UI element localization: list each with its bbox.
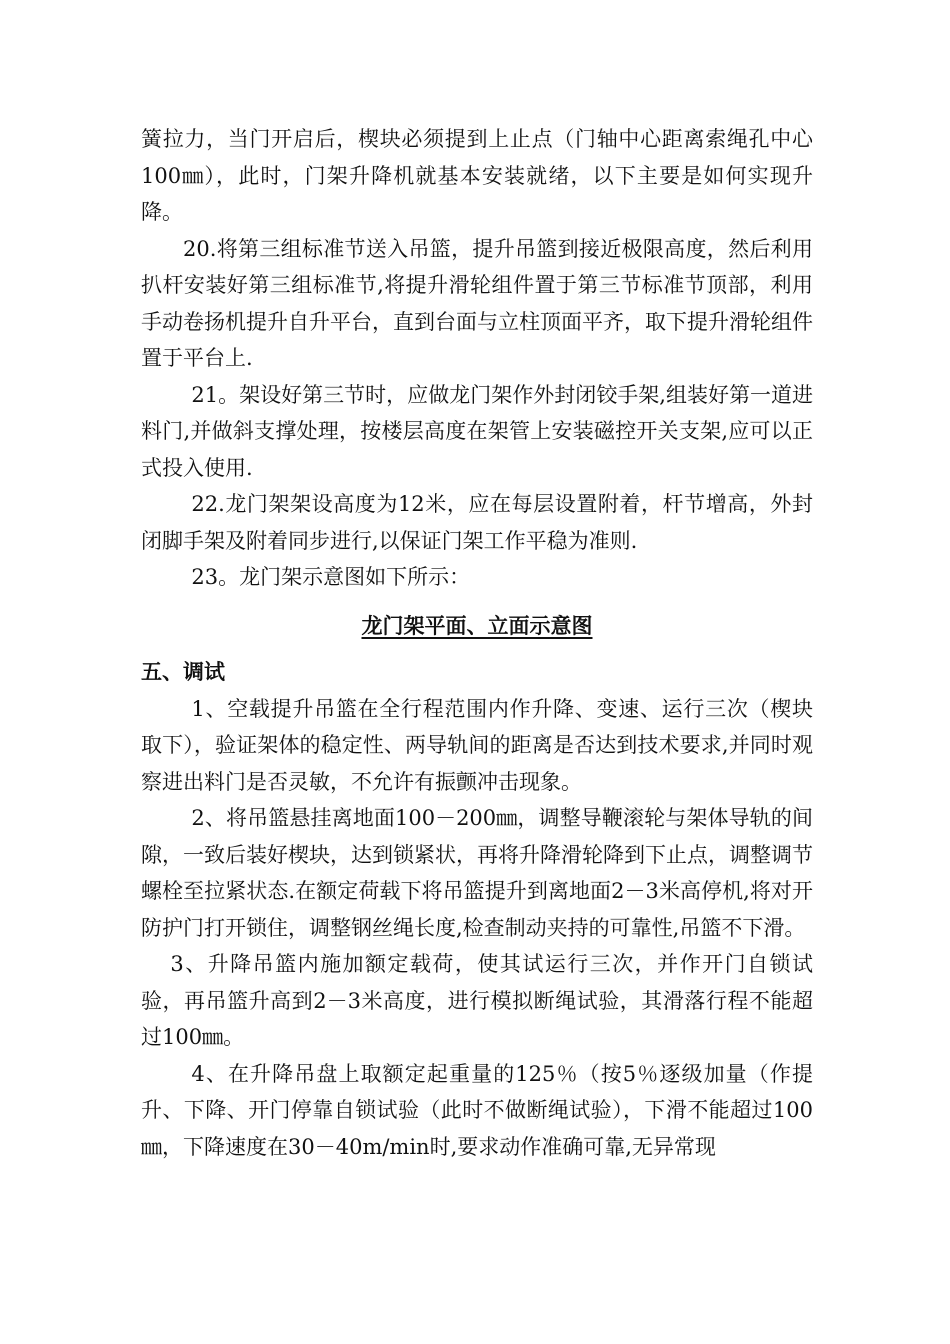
paragraph-item-21: 21。架设好第三节时，应做龙门架作外封闭铰手架,组装好第一道进料门,并做斜支撑处理，按楼层高度在架管上安装磁控开关支架,应可以正式投入使用. bbox=[141, 382, 813, 480]
debug-step-1: 1、空载提升吊篮在全行程范围内作升降、变速、运行三次（楔块取下），验证架体的稳定性、两导轨间的距离是否达到技术要求,并同时观察进出料门是否灵敏，不允许有振颤冲击现象。 bbox=[141, 696, 813, 794]
debug-step-2: 2、将吊篮悬挂离地面100－200㎜，调整导鞭滚轮与架体导轨的间隙，一致后装好楔块，达到锁紧状，再将升降滑轮降到下止点，调整调节螺栓至拉紧状态.在额定荷载下将吊篮提升到离地面2－3米高停机,将对开防护门打开锁住，调整钢丝绳长度,检查制动夹持的可靠性,吊篮不下滑。 bbox=[141, 806, 813, 940]
figure-caption: 龙门架平面、立面示意图 bbox=[361, 613, 593, 638]
paragraph-item-20: 20.将第三组标准节送入吊篮，提升吊篮到接近极限高度，然后利用扒杆安装好第三组标准节,将提升滑轮组件置于第三节标准节顶部，利用手动卷扬机提升自升平台，直到台面与立柱顶面平齐，取下提升滑轮组件置于平台上. bbox=[141, 236, 813, 370]
paragraph-item-22: 22.龙门架架设高度为12米，应在每层设置附着，杆节增高，外封闭脚手架及附着同步进行,以保证门架工作平稳为准则. bbox=[141, 492, 813, 553]
document-body bbox=[141, 121, 813, 1165]
debug-step-3: 3、升降吊篮内施加额定载荷，使其试运行三次，并作开门自锁试验，再吊篮升高到2－3米高度，进行模拟断绳试验，其滑落行程不能超过100㎜。 bbox=[141, 952, 813, 1049]
debug-step-4: 4、在升降吊盘上取额定起重量的125％（按5％逐级加量（作提升、下降、开门停靠自锁试验（此时不做断绳试验），下滑不能超过100㎜，下降速度在30－40m/min时,要求动作准确可靠,无异常现 bbox=[141, 1061, 813, 1159]
paragraph-item-23: 23。龙门架示意图如下所示： bbox=[191, 565, 471, 589]
paragraph-continuation: 簧拉力，当门开启后，楔块必须提到上止点（门轴中心距离索绳孔中心100㎜），此时，门架升降机就基本安装就绪，以下主要是如何实现升降。 bbox=[141, 127, 813, 224]
section-heading: 五、调试 bbox=[141, 660, 225, 684]
